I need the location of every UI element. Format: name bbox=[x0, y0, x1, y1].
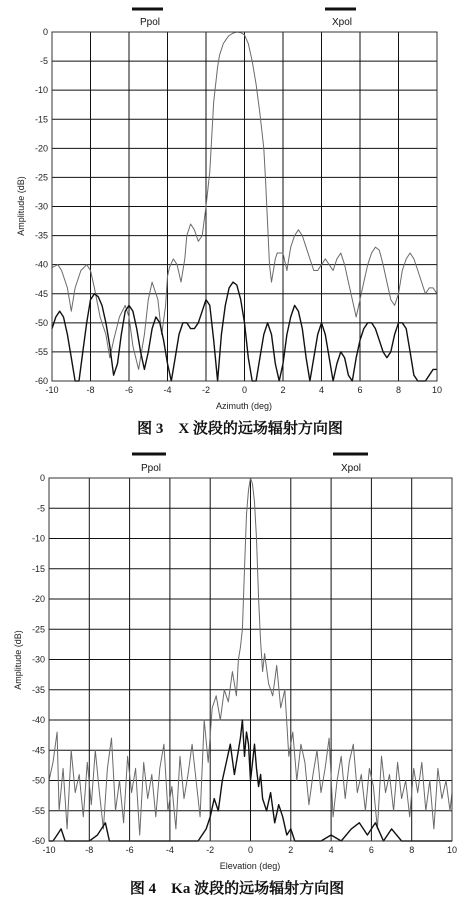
y-tick-label: -20 bbox=[34, 143, 48, 154]
y-tick-label: -30 bbox=[31, 654, 45, 665]
grid bbox=[49, 478, 452, 841]
x-tick-label: 8 bbox=[395, 385, 402, 395]
y-tick-label: -40 bbox=[34, 259, 48, 270]
y-tick-label: -20 bbox=[31, 594, 45, 604]
x-axis-label: Azimuth (deg) bbox=[215, 401, 273, 411]
x-tick-label: -2 bbox=[206, 845, 215, 855]
y-tick-label: -55 bbox=[31, 805, 45, 816]
y-tick-label: -45 bbox=[34, 288, 48, 299]
y-tick-label: 0 bbox=[42, 27, 48, 37]
y-axis-label: Amplitude (dB) bbox=[13, 630, 23, 690]
y-tick-label: -25 bbox=[31, 624, 45, 635]
y-tick-label: -60 bbox=[31, 836, 45, 846]
legend-label-xpol: Xpol bbox=[332, 17, 353, 28]
y-tick-label: -15 bbox=[31, 563, 45, 574]
x-tick-label: -8 bbox=[86, 385, 95, 395]
x-tick-label: 0 bbox=[247, 845, 254, 855]
x-tick-label: -8 bbox=[85, 845, 94, 855]
x-tick-labels bbox=[42, 845, 457, 855]
chart-ka-band bbox=[13, 454, 457, 897]
legend-label-ppol: Ppol bbox=[141, 463, 162, 474]
y-tick-label: -5 bbox=[39, 56, 48, 67]
x-tick-label: -10 bbox=[45, 385, 59, 395]
x-tick-label: -6 bbox=[124, 385, 134, 395]
x-tick-label: -2 bbox=[201, 385, 211, 395]
y-tick-label: -50 bbox=[34, 317, 48, 328]
y-tick-label: -55 bbox=[34, 346, 48, 357]
y-tick-label: -10 bbox=[31, 533, 45, 544]
y-tick-label: -10 bbox=[34, 85, 48, 96]
y-tick-label: -30 bbox=[34, 201, 48, 212]
y-tick-label: -25 bbox=[34, 172, 48, 183]
y-tick-label: -35 bbox=[31, 684, 45, 695]
y-tick-label: -60 bbox=[34, 376, 48, 386]
y-tick-label: -50 bbox=[31, 775, 45, 786]
y-tick-label: 0 bbox=[39, 473, 45, 483]
x-tick-label: -10 bbox=[42, 845, 56, 855]
y-tick-label: -35 bbox=[34, 230, 48, 241]
chart-x-band bbox=[16, 9, 442, 437]
figure-caption: 图 3 X 波段的远场辐射方向图 bbox=[137, 421, 343, 437]
x-tick-label: 10 bbox=[446, 845, 458, 855]
x-tick-label: 4 bbox=[328, 845, 334, 855]
x-tick-label: 0 bbox=[241, 385, 248, 395]
x-tick-label: -4 bbox=[165, 845, 174, 855]
legend bbox=[132, 9, 356, 28]
legend-label-xpol: Xpol bbox=[341, 463, 362, 474]
x-tick-label: 8 bbox=[409, 845, 415, 855]
x-tick-label: 4 bbox=[318, 385, 325, 395]
x-tick-label: 6 bbox=[357, 385, 363, 395]
y-tick-label: -15 bbox=[34, 114, 48, 125]
x-tick-label: 10 bbox=[431, 385, 443, 395]
y-tick-label: -5 bbox=[36, 503, 45, 514]
x-tick-label: 2 bbox=[288, 845, 294, 855]
figure-caption: 图 4 Ka 波段的远场辐射方向图 bbox=[129, 881, 345, 897]
y-tick-labels bbox=[35, 27, 48, 386]
y-tick-labels bbox=[32, 473, 45, 846]
x-axis-label: Elevation (deg) bbox=[219, 861, 281, 871]
x-tick-label: -6 bbox=[125, 845, 134, 855]
legend-label-ppol: Ppol bbox=[140, 17, 161, 28]
y-tick-label: -45 bbox=[31, 745, 45, 756]
x-tick-label: 6 bbox=[368, 845, 374, 855]
x-tick-label: 2 bbox=[280, 385, 286, 395]
x-tick-labels bbox=[45, 385, 442, 395]
y-axis-label: Amplitude (dB) bbox=[16, 176, 26, 236]
x-tick-label: -4 bbox=[163, 385, 172, 395]
y-tick-label: -40 bbox=[31, 715, 45, 725]
legend bbox=[132, 454, 368, 474]
